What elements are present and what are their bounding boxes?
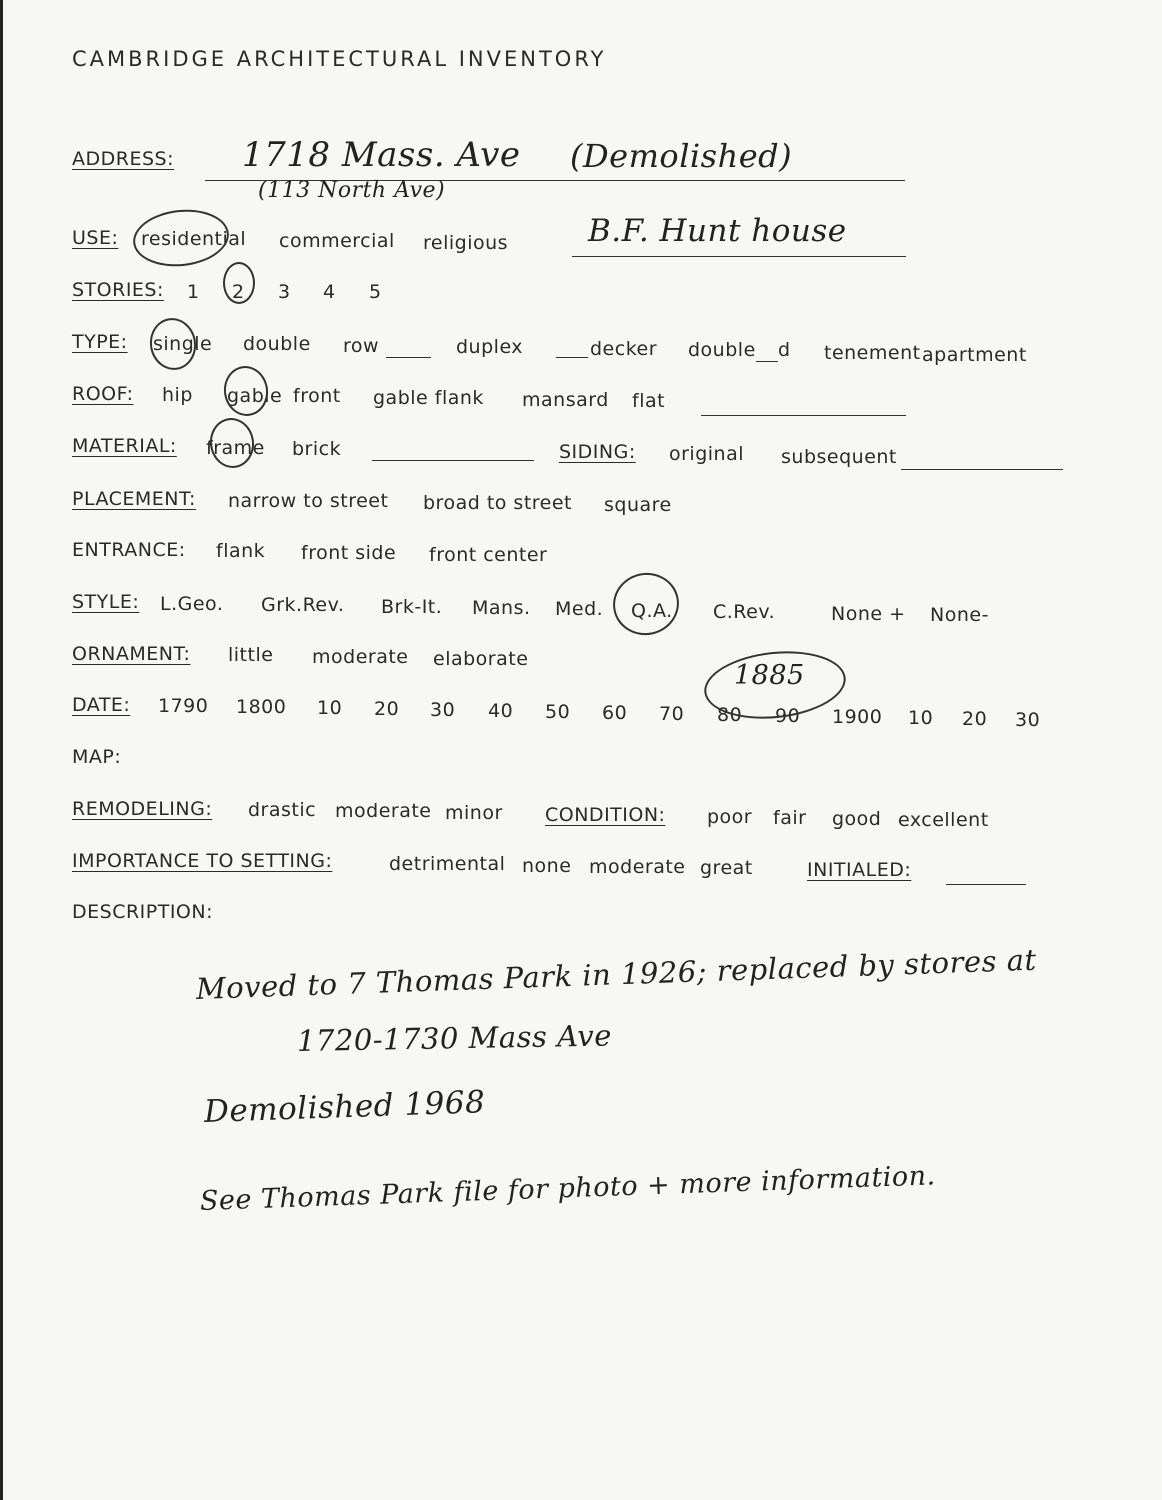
- date-option: 1900: [832, 706, 883, 728]
- date-label: DATE:: [72, 694, 131, 716]
- stories-option-4: 4: [323, 281, 336, 303]
- condition-label: CONDITION:: [545, 804, 666, 826]
- ornament-option-elaborate: elaborate: [433, 648, 529, 670]
- address-alt: (113 North Ave): [258, 178, 446, 203]
- siding-option-subsequent: subsequent: [781, 446, 897, 468]
- selection-circle: [207, 415, 258, 471]
- roof-option-front: front: [293, 385, 341, 407]
- siding-option-original: original: [669, 443, 745, 465]
- ornament-option-little: little: [228, 644, 274, 666]
- type-label: TYPE:: [72, 331, 128, 353]
- material-option-frame: frame: [206, 437, 265, 459]
- condition-option-fair: fair: [773, 807, 807, 829]
- importance-option-none: none: [522, 855, 572, 877]
- style-option-crev: C.Rev.: [713, 601, 776, 623]
- ornament-label: ORNAMENT:: [72, 643, 191, 665]
- use-option-residential: residential: [141, 228, 247, 250]
- ornament-option-moderate: moderate: [312, 646, 409, 668]
- stories-option-5: 5: [369, 281, 382, 303]
- siding-label: SIDING:: [559, 441, 636, 463]
- style-option-none-plus: None +: [831, 603, 906, 625]
- style-option-med: Med.: [555, 598, 604, 620]
- material-other-blank: [372, 460, 534, 461]
- date-option: 20: [374, 698, 400, 720]
- siding-other-blank: [901, 469, 1063, 470]
- material-label: MATERIAL:: [72, 435, 177, 457]
- type-option-single: single: [153, 333, 213, 355]
- condition-option-excellent: excellent: [898, 809, 989, 831]
- date-option: 60: [602, 702, 628, 724]
- address-status: (Demolished): [570, 137, 793, 175]
- description-line: See Thomas Park file for photo + more information.: [199, 1160, 937, 1217]
- map-label: MAP:: [72, 746, 122, 768]
- use-option-religious: religious: [423, 232, 509, 254]
- type-option-double-decker: double: [688, 339, 756, 361]
- condition-option-poor: poor: [707, 806, 753, 828]
- style-option-none-minus: None-: [930, 604, 989, 626]
- type-option-decker: decker: [590, 338, 658, 360]
- stories-option-3: 3: [278, 281, 291, 303]
- roof-other-blank: [701, 415, 906, 416]
- description-line: 1720-1730 Mass Ave: [296, 1018, 613, 1058]
- type-option-row: row: [343, 335, 380, 357]
- type-option-d: d: [778, 339, 791, 361]
- form-title: CAMBRIDGE ARCHITECTURAL INVENTORY: [72, 47, 607, 71]
- remodeling-label: REMODELING:: [72, 798, 213, 820]
- roof-option-mansard: mansard: [522, 389, 609, 411]
- date-handwritten: 1885: [734, 660, 805, 691]
- placement-option-square: square: [604, 494, 672, 516]
- roof-option-gable-flank: gable flank: [373, 387, 484, 409]
- selection-circle: [146, 314, 200, 373]
- placement-option-narrow: narrow to street: [228, 490, 389, 512]
- type-double-blank: [756, 361, 778, 362]
- remodeling-option-moderate: moderate: [335, 800, 432, 822]
- date-option: 50: [545, 701, 571, 723]
- date-option: 10: [908, 707, 934, 729]
- description-line: Moved to 7 Thomas Park in 1926; replaced by stores at: [195, 942, 1038, 1006]
- type-decker-blank: [556, 357, 588, 358]
- date-option: 30: [430, 699, 456, 721]
- stories-option-1: 1: [187, 281, 200, 303]
- date-option: 90: [775, 705, 801, 727]
- initialed-blank: [946, 884, 1026, 885]
- use-name-line: [572, 256, 906, 257]
- description-label: DESCRIPTION:: [72, 901, 214, 923]
- style-option-mans: Mans.: [472, 597, 531, 619]
- condition-option-good: good: [832, 808, 882, 830]
- importance-option-detrimental: detrimental: [389, 853, 506, 875]
- selection-circle: [223, 262, 255, 304]
- type-option-apartment: apartment: [922, 344, 1027, 366]
- material-option-brick: brick: [292, 438, 342, 460]
- date-option: 1790: [158, 695, 209, 717]
- initialed-label: INITIALED:: [807, 859, 912, 881]
- type-option-double: double: [243, 333, 311, 355]
- importance-label: IMPORTANCE TO SETTING:: [72, 850, 333, 872]
- importance-option-moderate: moderate: [589, 856, 686, 878]
- selection-circle: [130, 205, 231, 271]
- roof-option-gable: gable: [227, 385, 283, 407]
- style-option-brkit: Brk-It.: [381, 596, 443, 618]
- style-label: STYLE:: [72, 591, 140, 613]
- placement-label: PLACEMENT:: [72, 488, 196, 510]
- selection-circle: [607, 567, 684, 641]
- entrance-option-front-side: front side: [301, 542, 397, 564]
- remodeling-option-drastic: drastic: [248, 799, 317, 821]
- roof-option-hip: hip: [162, 384, 193, 406]
- selection-circle: [221, 363, 272, 419]
- date-option: 30: [1015, 709, 1041, 731]
- type-option-tenement: tenement: [824, 342, 921, 364]
- roof-label: ROOF:: [72, 383, 134, 405]
- entrance-option-flank: flank: [216, 540, 266, 562]
- type-option-duplex: duplex: [456, 336, 524, 358]
- date-option: 80: [717, 704, 743, 726]
- scan-edge: [0, 0, 3, 1500]
- stories-label: STORIES:: [72, 279, 164, 301]
- house-name: B.F. Hunt house: [588, 213, 847, 249]
- description-line: Demolished 1968: [203, 1084, 486, 1130]
- style-option-grkrev: Grk.Rev.: [261, 594, 345, 616]
- roof-option-flat: flat: [632, 390, 666, 412]
- use-option-commercial: commercial: [279, 230, 395, 252]
- date-option: 1800: [236, 696, 287, 718]
- address-label: ADDRESS:: [72, 148, 174, 170]
- importance-option-great: great: [700, 857, 753, 879]
- placement-option-broad: broad to street: [423, 492, 573, 514]
- entrance-label: ENTRANCE:: [72, 539, 186, 561]
- date-option: 20: [962, 708, 988, 730]
- style-option-lgeo: L.Geo.: [160, 593, 224, 615]
- style-option-qa: Q.A.: [631, 600, 673, 622]
- date-option: 40: [488, 700, 514, 722]
- remodeling-option-minor: minor: [445, 802, 503, 824]
- date-option: 70: [659, 703, 685, 725]
- use-label: USE:: [72, 227, 119, 249]
- type-row-blank: [386, 357, 431, 358]
- stories-option-2: 2: [232, 281, 245, 303]
- entrance-option-front-center: front center: [429, 544, 548, 566]
- date-option: 10: [317, 697, 343, 719]
- address-value: 1718 Mass. Ave: [242, 135, 521, 175]
